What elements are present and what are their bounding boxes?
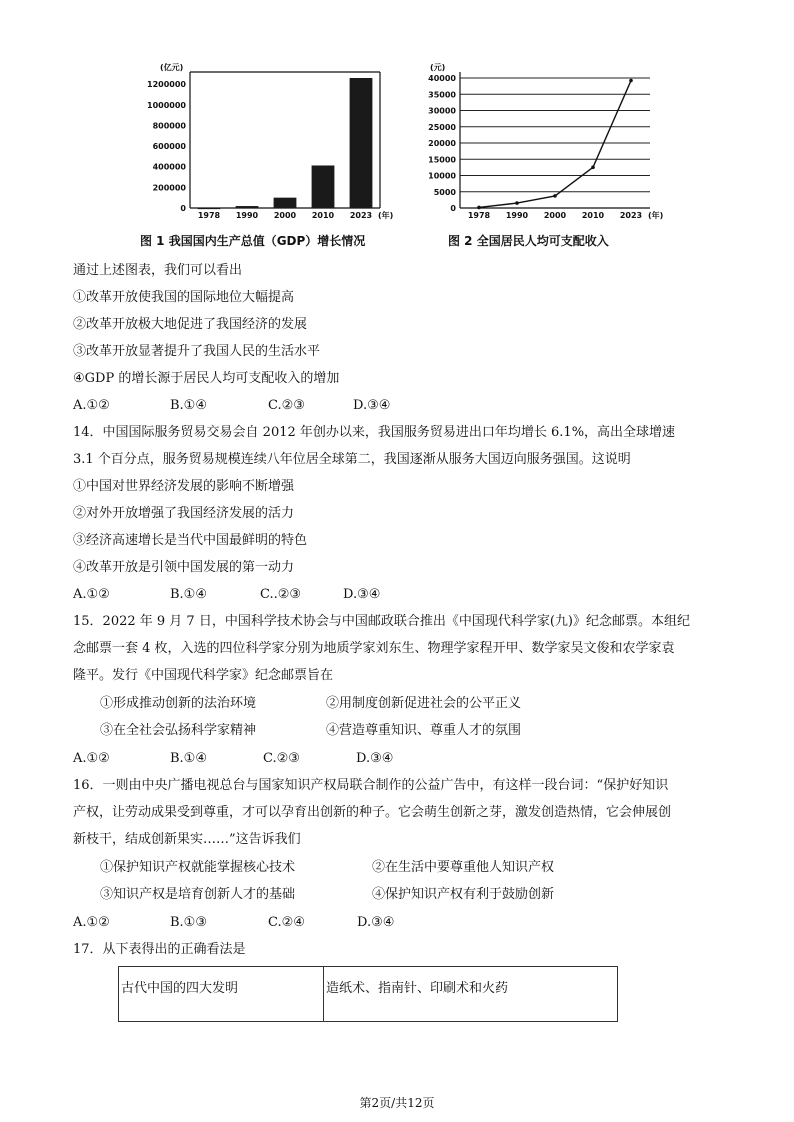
q13-item-1: ①改革开放使我国的国际地位大幅提高 bbox=[73, 290, 295, 305]
y-tick-label: 40000 bbox=[428, 74, 456, 83]
chart2-caption: 图 2 全国居民人均可支配收入 bbox=[448, 234, 609, 248]
charts-area bbox=[130, 58, 670, 248]
q16-stem-line3: 新枝干，结成创新果实……”这告诉我们 bbox=[73, 832, 301, 847]
q15-items-row1 bbox=[100, 695, 522, 713]
data-point bbox=[629, 79, 633, 83]
bar bbox=[350, 78, 373, 208]
q16-option-a[interactable]: A.①② bbox=[73, 915, 110, 930]
y-tick-label: 1000000 bbox=[147, 100, 186, 110]
x-tick-label: 2010 bbox=[581, 211, 605, 220]
q16-item-3: ③知识产权是培育创新人才的基础 bbox=[100, 887, 296, 902]
q15-item-1: ①形成推动创新的法治环境 bbox=[100, 696, 257, 711]
y-tick-label: 35000 bbox=[428, 90, 456, 100]
q13-option-c[interactable]: C.②③ bbox=[268, 398, 305, 413]
q15-stem-line2: 念邮票一套 4 枚，入选的四位科学家分别为地质学家刘东生、物理学家程开甲、数学家吴文俊和农学家袁 bbox=[73, 641, 675, 656]
q14-option-b[interactable]: B.①④ bbox=[170, 587, 207, 602]
x-tick-label: 1978 bbox=[467, 211, 491, 220]
q17-cell-list: 造纸术、指南针、印刷术和火药 bbox=[324, 967, 618, 1022]
q14-stem-line1: 14．中国国际服务贸易交易会自 2012 年创办以来，我国服务贸易进出口年均增长 6.1%，高出全球增速 bbox=[73, 425, 676, 440]
q15-stem-line1: 15．2022 年 9 月 7 日，中国科学技术协会与中国邮政联合推出《中国现代科学家(九)》纪念邮票。本组纪 bbox=[73, 614, 690, 629]
bar bbox=[236, 206, 259, 208]
x-tick-label: 1990 bbox=[235, 211, 259, 220]
x-tick-label: 1990 bbox=[505, 211, 529, 220]
q15-item-3: ③在全社会弘扬科学家精神 bbox=[100, 723, 257, 738]
bar bbox=[198, 208, 221, 210]
q17-table bbox=[118, 966, 618, 1022]
y-tick-label: 25000 bbox=[428, 122, 456, 132]
q16-option-b[interactable]: B.①③ bbox=[170, 915, 207, 930]
q15-item-2: ②用制度创新促进社会的公平正义 bbox=[326, 696, 522, 711]
q13-item-2: ②改革开放极大地促进了我国经济的发展 bbox=[73, 317, 308, 332]
q14-stem-line2: 3.1 个百分点，服务贸易规模连续八年位居全球第二，我国逐渐从服务大国迈向服务强国。这说明 bbox=[73, 452, 631, 467]
page-footer: 第2页/共12页 bbox=[359, 1096, 435, 1110]
q15-option-c[interactable]: C.②③ bbox=[263, 751, 300, 766]
q15-item-4: ④营造尊重知识、尊重人才的氛围 bbox=[326, 723, 522, 738]
data-point bbox=[515, 201, 519, 205]
data-point bbox=[591, 166, 595, 170]
x-tick-label: 2023 bbox=[619, 211, 643, 220]
q16-stem-line1: 16．一则由中央广播电视总台与国家知识产权局联合制作的公益广告中，有这样一段台词：“保护好知识 bbox=[73, 778, 669, 793]
q14-option-a[interactable]: A.①② bbox=[73, 587, 110, 602]
q14-item-1: ①中国对世界经济发展的影响不断增强 bbox=[73, 479, 295, 494]
x-tick-label: 2000 bbox=[273, 211, 297, 220]
y-tick-label: 30000 bbox=[428, 106, 456, 116]
x-tick-label: 2010 bbox=[311, 211, 335, 220]
y-tick-label: 10000 bbox=[428, 171, 456, 181]
q17-cell-inventions: 古代中国的四大发明 bbox=[119, 967, 324, 1022]
data-point bbox=[477, 206, 481, 210]
x-tick-label: 2023 bbox=[349, 211, 373, 220]
q13-option-a[interactable]: A.①② bbox=[73, 398, 110, 413]
q16-item-4: ④保护知识产权有利于鼓励创新 bbox=[372, 887, 555, 902]
q14-option-c[interactable]: C..②③ bbox=[260, 587, 302, 602]
q16-items-row1 bbox=[100, 859, 555, 877]
q13-item-4: ④GDP 的增长源于居民人均可支配收入的增加 bbox=[73, 371, 340, 386]
q14-item-2: ②对外开放增强了我国经济发展的活力 bbox=[73, 506, 295, 521]
y-tick-label: 20000 bbox=[428, 139, 456, 148]
x-tick-label: 2000 bbox=[543, 211, 567, 220]
q14-item-3: ③经济高速增长是当代中国最鲜明的特色 bbox=[73, 533, 308, 548]
y-tick-label: 5000 bbox=[433, 187, 456, 197]
chart1-caption: 图 1 我国国内生产总值（GDP）增长情况 bbox=[140, 234, 366, 248]
q13-item-3: ③改革开放显著提升了我国人民的生活水平 bbox=[73, 344, 321, 359]
y-tick-label: 0 bbox=[450, 204, 456, 213]
y-tick-label: 1200000 bbox=[147, 80, 186, 90]
x-tick-label: 1978 bbox=[197, 211, 221, 220]
q13-stem: 通过上述图表，我们可以看出 bbox=[73, 263, 243, 278]
y-unit-label: (元) bbox=[430, 63, 446, 72]
bar bbox=[312, 165, 335, 208]
q13-option-d[interactable]: D.③④ bbox=[353, 398, 391, 413]
q15-option-a[interactable]: A.①② bbox=[73, 751, 110, 766]
income-line-chart bbox=[400, 58, 670, 228]
series-line bbox=[479, 81, 631, 208]
q15-option-b[interactable]: B.①④ bbox=[170, 751, 207, 766]
q15-option-d[interactable]: D.③④ bbox=[356, 751, 394, 766]
table-row bbox=[119, 967, 618, 1022]
y-tick-label: 15000 bbox=[428, 155, 456, 165]
y-tick-label: 0 bbox=[180, 204, 186, 213]
y-tick-label: 800000 bbox=[152, 121, 186, 131]
q16-item-1: ①保护知识产权就能掌握核心技术 bbox=[100, 860, 296, 875]
q14-item-4: ④改革开放是引领中国发展的第一动力 bbox=[73, 560, 295, 575]
x-unit-label: (年) bbox=[378, 211, 394, 220]
y-tick-label: 600000 bbox=[152, 142, 186, 152]
y-unit-label: (亿元) bbox=[160, 63, 184, 72]
q16-option-d[interactable]: D.③④ bbox=[357, 915, 395, 930]
gdp-bar-chart bbox=[130, 58, 400, 228]
q16-stem-line2: 产权，让劳动成果受到尊重，才可以孕育出创新的种子。它会萌生创新之芽，激发创造热情，它会伸展创 bbox=[73, 805, 672, 820]
q16-option-c[interactable]: C.②④ bbox=[268, 915, 305, 930]
x-unit-label: (年) bbox=[648, 211, 664, 220]
q15-items-row2 bbox=[100, 722, 522, 740]
q16-items-row2 bbox=[100, 886, 555, 904]
y-tick-label: 400000 bbox=[152, 162, 186, 172]
q17-stem: 17．从下表得出的正确看法是 bbox=[73, 942, 246, 957]
q13-option-b[interactable]: B.①④ bbox=[170, 398, 207, 413]
q16-item-2: ②在生活中要尊重他人知识产权 bbox=[372, 860, 555, 875]
q14-option-d[interactable]: D.③④ bbox=[343, 587, 381, 602]
data-point bbox=[553, 194, 557, 198]
q15-stem-line3: 隆平。发行《中国现代科学家》纪念邮票旨在 bbox=[73, 668, 334, 683]
y-tick-label: 200000 bbox=[152, 183, 186, 193]
bar bbox=[274, 198, 297, 208]
